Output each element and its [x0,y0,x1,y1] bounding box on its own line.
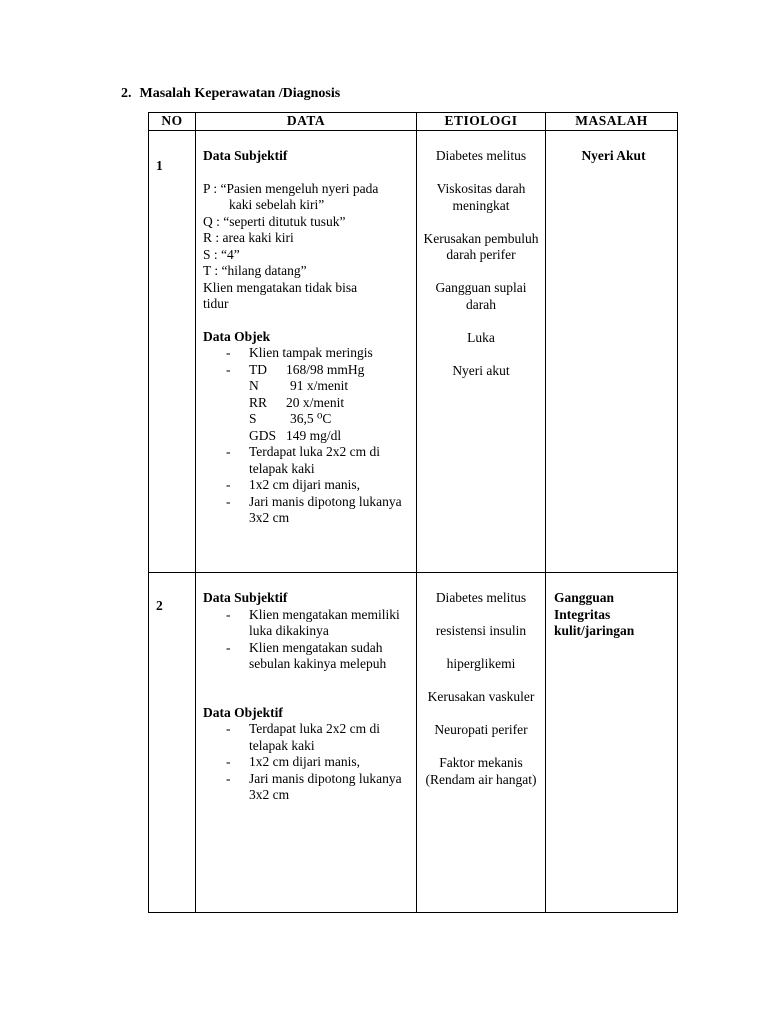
vital-key-gds: GDS [249,427,277,443]
list-item: - Klien tampak meringis [203,345,412,362]
pqrst-s: S : “4” [203,246,240,262]
vital-key-td: - TD [249,361,267,377]
row-number: 1 [149,131,196,573]
section-heading [121,86,340,103]
vital-signs [203,378,412,444]
vital-key-s: S [249,411,257,426]
masalah-cell: Gangguan Integritas kulit/jaringan [546,573,678,913]
list-item: - Klien mengatakan sudah sebulan kakinya melepuh [203,640,412,673]
list-item: - Terdapat luka 2x2 cm di telapak kaki [203,444,412,477]
pqrst-r: R : area kaki kiri [203,230,294,245]
section-title: Masalah Keperawatan /Diagnosis [139,86,341,101]
etiologi-cell [417,573,546,913]
table-header-row [149,113,678,131]
list-item: - Jari manis dipotong lukanya 3x2 cm [203,771,412,804]
etiologi-item: Luka [467,329,495,345]
list-item: - Jari manis dipotong lukanya 3x2 cm [203,494,412,527]
vital-key-rr: RR [249,394,268,410]
header-masalah: MASALAH [546,113,678,131]
pqrst-p-continued: kaki sebelah kiri” [229,197,325,212]
etiologi-item: Kerusakan vaskuler [427,689,535,704]
etiologi-item: Diabetes melitus [435,590,527,605]
objective-list-cont [203,444,412,527]
table-row [149,573,678,913]
vital-value-td: 168/98 mmHg [286,361,365,377]
subjective-list [203,607,412,673]
data-cell [196,573,417,913]
subjective-label: Data Subjektif [203,148,288,163]
etiologi-item: hiperglikemi [446,656,516,671]
etiologi-item: Diabetes melitus [435,148,527,163]
row-number: 2 [149,573,196,913]
section-number: 2. [121,86,132,101]
diagnosis-table [148,112,678,913]
complaint-line-2: tidur [203,296,229,311]
list-item: - Terdapat luka 2x2 cm di telapak kaki [203,721,412,754]
header-no: NO [149,113,196,131]
pqrst-p: P : “Pasien mengeluh nyeri pada [203,180,379,196]
vital-key-n: N [249,378,259,393]
objective-list [203,721,412,804]
masalah-cell: Nyeri Akut [546,131,678,573]
etiologi-item: Viskositas darah meningkat [436,181,526,213]
pqrst-t: T : “hilang datang” [203,263,307,278]
list-item: - Klien mengatakan memiliki luka dikakinya [203,607,412,640]
data-cell [196,131,417,573]
subjective-label: Data Subjektif [203,590,288,605]
vital-value-rr: 20 x/menit [286,394,345,410]
pqrst-q: Q : “seperti ditutuk tusuk” [203,213,346,229]
vital-value-n: 91 x/menit [290,378,349,393]
objective-label: Data Objektif [203,704,283,720]
vital-value-s: 36,5 ⁰C [290,411,332,426]
table-row [149,131,678,573]
etiologi-cell [417,131,546,573]
etiologi-item: resistensi insulin [435,623,527,638]
objective-label: Data Objek [203,328,271,344]
etiologi-item: Nyeri akut [452,362,510,378]
objective-list [203,345,412,378]
etiologi-item: Neuropati perifer [434,722,528,737]
vital-value-gds: 149 mg/dl [286,427,342,443]
list-item [203,362,412,379]
list-item: - 1x2 cm dijari manis, [203,754,412,771]
etiologi-item: Gangguan suplai darah [435,280,527,312]
etiologi-item: Faktor mekanis (Rendam air hangat) [425,755,537,787]
etiologi-item: Kerusakan pembuluh darah perifer [423,230,539,262]
header-etiologi: ETIOLOGI [417,113,546,131]
header-data: DATA [196,113,417,131]
complaint-line-1: Klien mengatakan tidak bisa [203,279,358,295]
list-item: - 1x2 cm dijari manis, [203,477,412,494]
